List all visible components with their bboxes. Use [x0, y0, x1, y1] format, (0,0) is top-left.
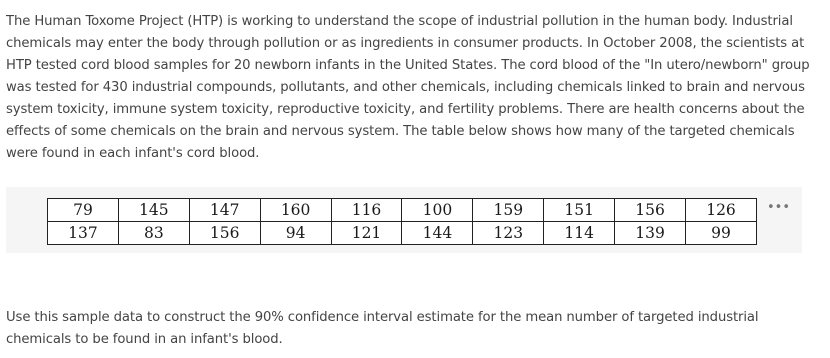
table-cell: 147 [189, 199, 260, 222]
table-cell: 159 [473, 199, 544, 222]
table-cell: 100 [402, 199, 473, 222]
table-cell: 121 [331, 222, 402, 245]
table-cell: 160 [260, 199, 331, 222]
cord-blood-data-table [47, 198, 757, 245]
more-horizontal-icon[interactable]: ••• [767, 200, 791, 215]
table-row [48, 199, 757, 222]
table-cell: 151 [544, 199, 615, 222]
table-cell: 83 [118, 222, 189, 245]
table-cell: 139 [615, 222, 686, 245]
table-cell: 156 [615, 199, 686, 222]
table-cell: 156 [189, 222, 260, 245]
question-text: Use this sample data to construct the 90% confidence interval estimate for the mean number of targeted industrial chemicals to be found in an infant's blood. [6, 310, 759, 347]
table-cell: 123 [473, 222, 544, 245]
table-cell: 79 [48, 199, 119, 222]
table-cell: 94 [260, 222, 331, 245]
table-cell: 116 [331, 199, 402, 222]
problem-intro-text: The Human Toxome Project (HTP) is working to understand the scope of industrial pollution in the human body. Industrial chemicals may enter the body through pollution or as ingredients in consumer products. In October 2008, the scientists at HTP tested cord blood samples for 20 newborn infants in the United States. The cord blood of the "In utero/newborn" group was tested for 430 industrial compounds, pollutants, and other chemicals, including chemicals linked to brain and nervous system toxicity, immune system toxicity, reproductive toxicity, and fertility problems. There are health concerns about the effects of some chemicals on the brain and nervous system. The table below shows how many of the targeted chemicals were found in each infant's cord blood. [6, 14, 810, 161]
table-row [48, 222, 757, 245]
table-cell: 137 [48, 222, 119, 245]
table-cell: 126 [686, 199, 757, 222]
data-table-panel [6, 187, 802, 253]
table-cell: 144 [402, 222, 473, 245]
table-cell: 145 [118, 199, 189, 222]
table-cell: 99 [686, 222, 757, 245]
table-cell: 114 [544, 222, 615, 245]
